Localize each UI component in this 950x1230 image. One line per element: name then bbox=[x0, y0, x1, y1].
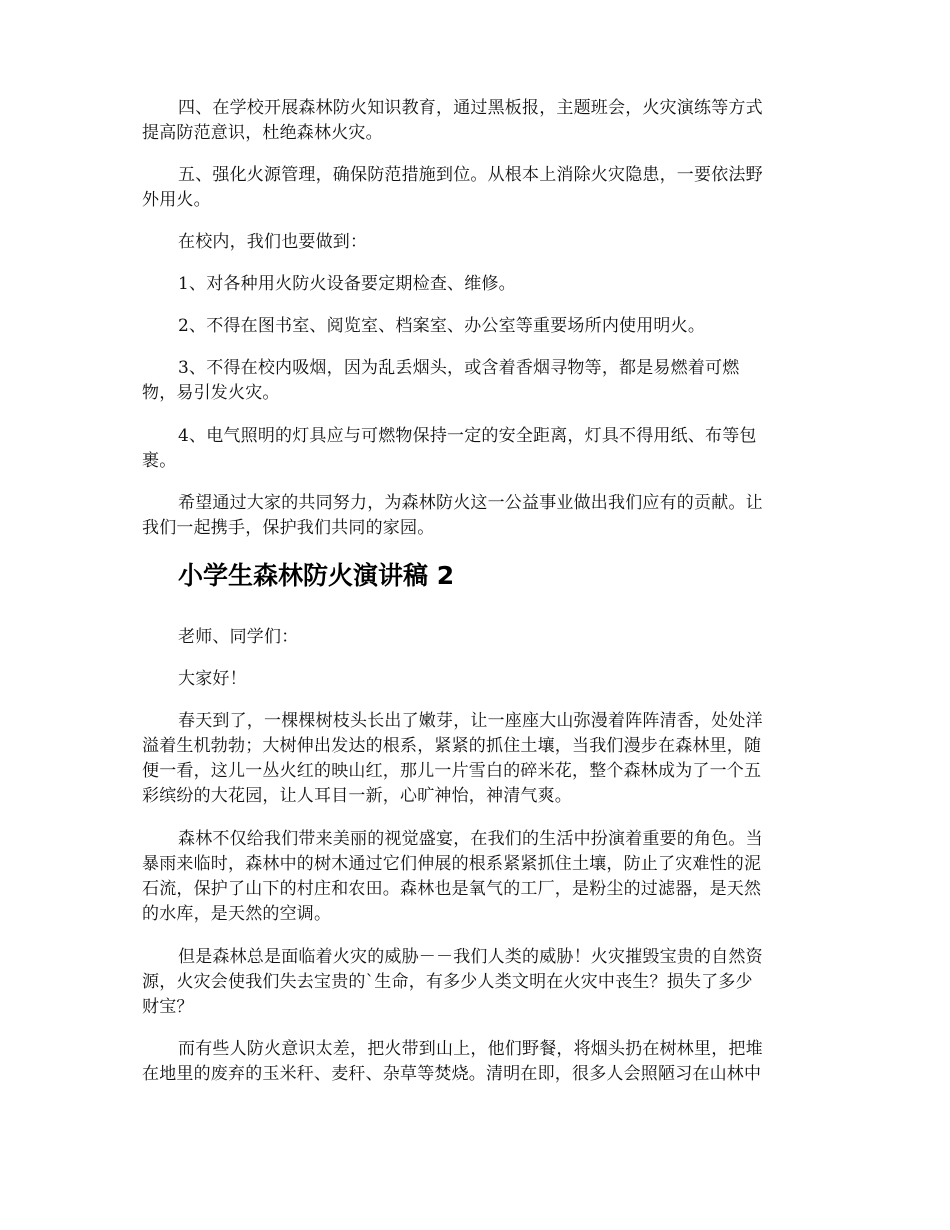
text-line: 彩缤纷的大花园，让人耳目一新，心旷神怡，神清气爽。 bbox=[142, 786, 572, 806]
paragraph-hope bbox=[142, 491, 812, 541]
paragraph-fire-threat bbox=[142, 945, 812, 1020]
text-line: 便一看，这儿一丛火红的映山红，那儿一片雪白的碎米花，整个森林成为了一个五 bbox=[142, 761, 762, 781]
text-line: 石流，保护了山下的村庄和农田。森林也是氧气的工厂，是粉尘的过滤器，是天然 bbox=[142, 879, 762, 899]
paragraph-in-school bbox=[142, 230, 812, 255]
text-line: 裹。 bbox=[142, 451, 177, 471]
text-line: 源，火灾会使我们失去宝贵的`生命，有多少人类文明在火灾中丧生？损失了多少 bbox=[142, 972, 753, 992]
text-line: 1、对各种用火防火设备要定期检查、维修。 bbox=[178, 274, 516, 294]
text-line: 希望通过大家的共同努力，为森林防火这一公益事业做出我们应有的贡献。让 bbox=[178, 493, 763, 513]
text-line: 提高防范意识，杜绝森林火灾。 bbox=[142, 123, 383, 143]
paragraph-forest-role bbox=[142, 827, 812, 927]
section-title: 小学生森林防火演讲稿 2 bbox=[178, 561, 455, 590]
text-line: 外用火。 bbox=[142, 190, 211, 210]
paragraph-awareness bbox=[142, 1037, 812, 1087]
text-line: 五、强化火源管理，确保防范措施到位。从根本上消除火灾隐患，一要依法野 bbox=[178, 165, 763, 185]
list-item-1 bbox=[142, 272, 812, 297]
paragraph-education bbox=[142, 96, 812, 146]
text-line: 溢着生机勃勃；大树伸出发达的根系，紧紧的抓住土壤，当我们漫步在森林里，随 bbox=[142, 736, 762, 756]
list-item-4 bbox=[142, 424, 812, 474]
text-line: 在地里的废弃的玉米秆、麦秆、杂草等焚烧。清明在即，很多人会照陋习在山林中 bbox=[142, 1064, 762, 1084]
text-line: 2、不得在图书室、阅览室、档案室、办公室等重要场所内使用明火。 bbox=[178, 316, 706, 336]
paragraph-fire-source bbox=[142, 163, 812, 213]
text-line: 四、在学校开展森林防火知识教育，通过黑板报，主题班会，火灾演练等方式 bbox=[178, 98, 763, 118]
text-line: 暴雨来临时，森林中的树木通过它们伸展的根系紧紧抓住土壤，防止了灾难性的泥 bbox=[142, 854, 762, 874]
paragraph-spring bbox=[142, 709, 812, 809]
text-line: 大家好！ bbox=[178, 669, 247, 689]
paragraph-greeting bbox=[142, 625, 812, 650]
text-line: 春天到了，一棵棵树枝头长出了嫩芽，让一座座大山弥漫着阵阵清香，处处洋 bbox=[178, 711, 763, 731]
text-line: 而有些人防火意识太差，把火带到山上，他们野餐，将烟头扔在树林里，把堆 bbox=[178, 1039, 763, 1059]
text-line: 3、不得在校内吸烟，因为乱丢烟头，或含着香烟寻物等，都是易燃着可燃 bbox=[178, 358, 740, 378]
list-item-3 bbox=[142, 356, 812, 406]
text-line: 的水库，是天然的空调。 bbox=[142, 904, 332, 924]
text-line: 在校内，我们也要做到： bbox=[178, 232, 368, 252]
list-item-2 bbox=[142, 314, 812, 339]
text-line: 但是森林总是面临着火灾的威胁－－我们人类的威胁！火灾摧毁宝贵的自然资 bbox=[178, 947, 763, 967]
text-line: 财宝？ bbox=[142, 997, 194, 1017]
text-line: 4、电气照明的灯具应与可燃物保持一定的安全距离，灯具不得用纸、布等包 bbox=[178, 426, 757, 446]
text-line: 老师、同学们： bbox=[178, 627, 299, 647]
paragraph-hello bbox=[142, 667, 812, 692]
text-line: 森林不仅给我们带来美丽的视觉盛宴，在我们的生活中扮演着重要的角色。当 bbox=[178, 829, 763, 849]
text-line: 物，易引发火灾。 bbox=[142, 383, 280, 403]
text-line: 我们一起携手，保护我们共同的家园。 bbox=[142, 518, 435, 538]
